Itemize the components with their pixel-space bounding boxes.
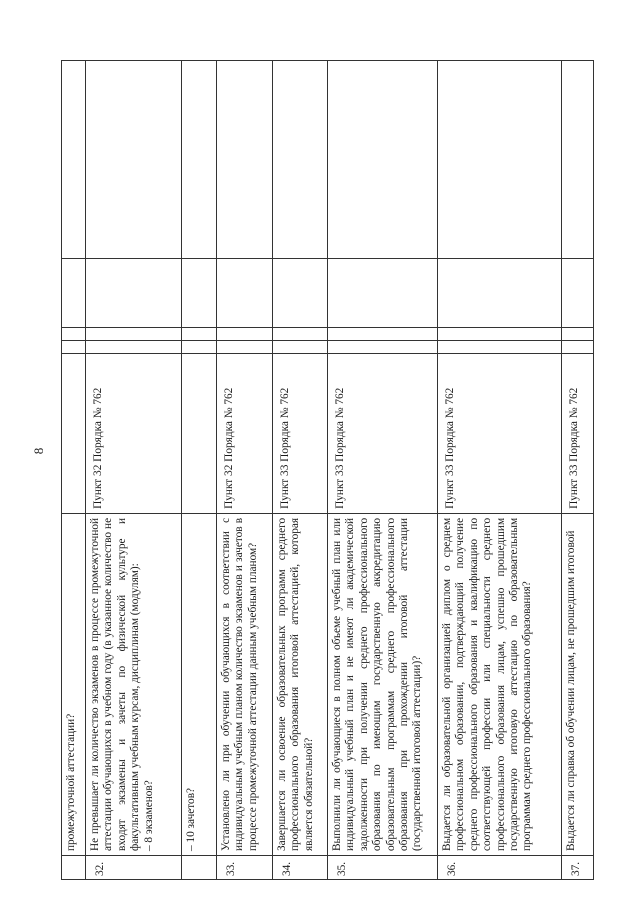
table-row [62, 61, 86, 879]
rotated-page-content [61, 60, 594, 880]
table-row [182, 61, 217, 879]
notes-cell [86, 61, 181, 259]
answer-cell [62, 259, 85, 328]
legal-reference [182, 353, 216, 513]
table-row [562, 61, 593, 879]
table-row [217, 61, 273, 879]
row-number: 37. [562, 855, 593, 879]
legal-reference: Пункт 33 Порядка № 762 [273, 353, 327, 513]
row-number: 34. [273, 855, 327, 879]
answer-cell [328, 259, 437, 328]
legal-reference [62, 353, 85, 513]
row-number: 35. [328, 855, 437, 879]
question-subitem: – 8 экзаменов? [142, 780, 155, 852]
answer-cell [328, 340, 437, 353]
question-text: Выдается ли образовательной организацией диплом о среднем профессиональном образовании, подтверждающий получение среднего профессионального образования и квалификацию по соответствующей профессии или специальности среднего профессионального образования лицам, успешно прошедшим государственную итоговую аттестацию по образовательным программам среднего профессионального образования? [438, 513, 561, 855]
answer-cell [182, 340, 216, 353]
answer-cell [62, 340, 85, 353]
notes-cell [438, 61, 561, 259]
question-text: Выдается ли справка об обучении лицам, не прошедшим итоговой [562, 513, 593, 855]
legal-reference: Пункт 33 Порядка № 762 [328, 353, 437, 513]
answer-cell [217, 327, 272, 340]
answer-cell [273, 327, 327, 340]
notes-cell [328, 61, 437, 259]
table-row [328, 61, 438, 879]
notes-cell [62, 61, 85, 259]
answer-cell [86, 340, 181, 353]
question-text: – 10 зачетов? [182, 513, 216, 855]
answer-cell [438, 340, 561, 353]
table-row [86, 61, 182, 879]
question-text [86, 513, 181, 855]
table-row [438, 61, 562, 879]
answer-cell [273, 259, 327, 328]
legal-reference: Пункт 32 Порядка № 762 [86, 353, 181, 513]
notes-cell [217, 61, 272, 259]
answer-cell [328, 327, 437, 340]
row-number [182, 855, 216, 879]
notes-cell [273, 61, 327, 259]
answer-cell [217, 340, 272, 353]
answer-cell [438, 327, 561, 340]
answer-cell [438, 259, 561, 328]
answer-cell [562, 259, 593, 328]
answer-cell [273, 340, 327, 353]
question-text: промежуточной аттестации? [62, 513, 85, 855]
checklist-table [61, 60, 594, 880]
legal-reference: Пункт 33 Порядка № 762 [438, 353, 561, 513]
question-main: Не превышает ли количество экзаменов в процессе промежуточной аттестации обучающихся в учебном году (в указанное количество не входят экзамены и зачеты по физической культуре и факультативным учебным курсам, дисциплинам (модулям): [89, 517, 142, 852]
row-number: 33. [217, 855, 272, 879]
answer-cell [62, 327, 85, 340]
legal-reference: Пункт 33 Порядка № 762 [562, 353, 593, 513]
legal-reference: Пункт 32 Порядка № 762 [217, 353, 272, 513]
answer-cell [182, 259, 216, 328]
row-number: 32. [86, 855, 181, 879]
question-text: Завершается ли освоение образовательных программ среднего профессионального образования итоговой аттестацией, которая является обязательной? [273, 513, 327, 855]
question-text: Установлено ли при обучении обучающихся в соответствии с индивидуальным учебным планом количество экзаменов и зачетов в процессе промежуточной аттестации данным учебным планом? [217, 513, 272, 855]
row-number [62, 855, 85, 879]
table-row [273, 61, 328, 879]
question-text: Выполнили ли обучающиеся в полном объеме учебный план или индивидуальный учебный план и не имеют ли академической задолженности при получении среднего профессионального образования по имеющим государственную аккредитацию образовательным программам среднего профессионального образования при прохождении итоговой аттестации (государственной итоговой аттестации)? [328, 513, 437, 855]
notes-cell [562, 61, 593, 259]
answer-cell [562, 340, 593, 353]
answer-cell [217, 259, 272, 328]
answer-cell [562, 327, 593, 340]
answer-cell [86, 327, 181, 340]
answer-cell [86, 259, 181, 328]
row-number: 36. [438, 855, 561, 879]
notes-cell [182, 61, 216, 259]
page-number: 8 [31, 447, 46, 455]
answer-cell [182, 327, 216, 340]
